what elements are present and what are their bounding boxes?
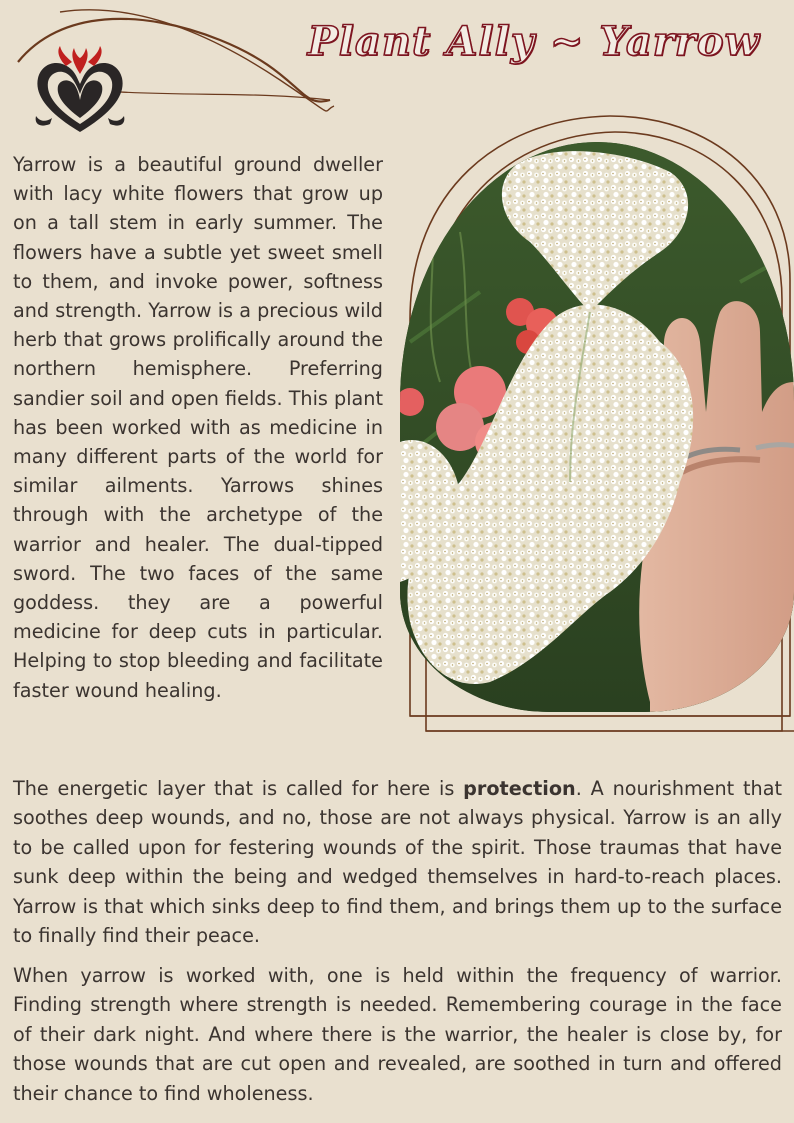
energetic-text-before: The energetic layer that is called for here is bbox=[13, 777, 464, 800]
yarrow-in-hand-illustration bbox=[400, 142, 794, 712]
protection-emphasis: protection bbox=[463, 777, 576, 800]
warrior-paragraph: When yarrow is worked with, one is held within the frequency of warrior. Finding strength where strength is needed. Remembering courage in the face of their dark night. And where there is the warrior, the healer is close by, for those wounds that are cut open and revealed, are soothed in turn and offered their chance to find wholeness. bbox=[13, 964, 782, 1105]
phoenix-heart-logo bbox=[30, 44, 130, 136]
page-title: Plant Ally ~ Yarrow bbox=[307, 18, 760, 65]
yarrow-photo bbox=[400, 142, 794, 712]
energetic-text-after: . A nourishment that soothes deep wounds, and no, those are not always physical. Yarrow is an ally to be called upon for festering wounds of the spirit. Those traumas that have sunk deep within the being and wedged themselves in hard-to-reach places. Yarrow is that which sinks deep to find them, and brings them up to the surface to finally find their peace. bbox=[13, 777, 782, 948]
energetic-paragraph bbox=[13, 774, 782, 950]
intro-paragraph: Yarrow is a beautiful ground dweller with lacy white flowers that grow up on a tall stem in early summer. The flowers have a subtle yet sweet smell to them, and invoke power, softness and strength. Yarrow is a precious wild herb that grows prolifically around the northern hemisphere. Preferring sandier soil and open fields. This plant has been worked with as medicine in many different parts of the world for similar ailments. Yarrows shines through with the archetype of the warrior and healer. The dual-tipped sword. The two faces of the same goddess. they are a powerful medicine for deep cuts in particular. Helping to stop bleeding and facilitate faster wound healing. bbox=[13, 153, 383, 702]
